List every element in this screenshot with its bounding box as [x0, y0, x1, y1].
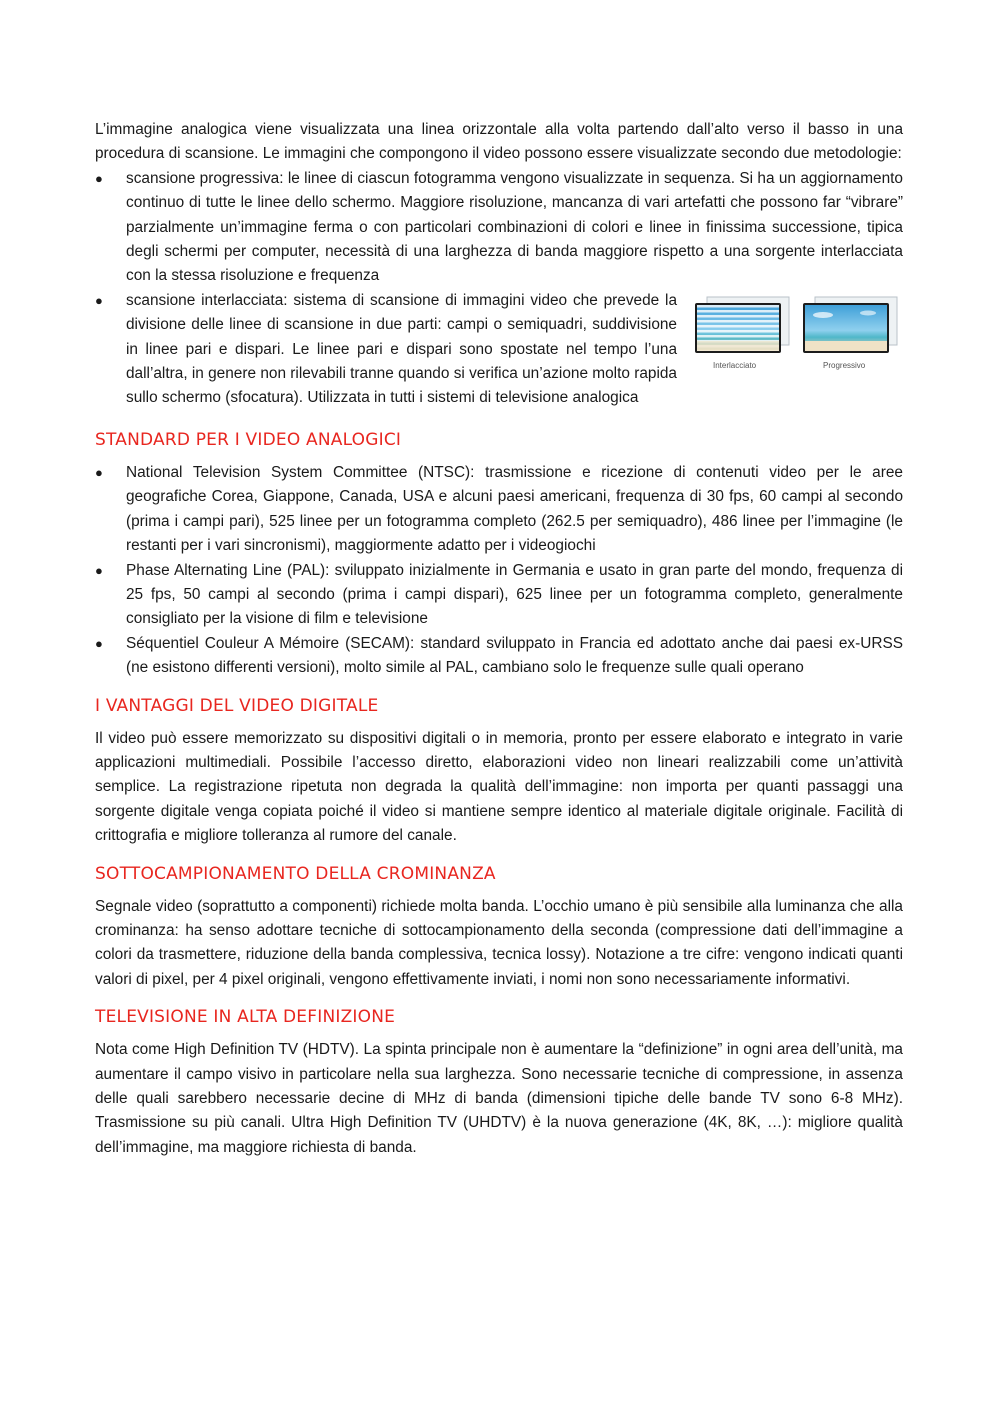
bullet-icon: ● [95, 635, 103, 651]
document-page [95, 118, 903, 1160]
bullet-icon: ● [95, 464, 103, 480]
bullet-icon: ● [95, 562, 103, 578]
cloud-shape [860, 310, 876, 315]
list-item-text: Séquentiel Couleur A Mémoire (SECAM): standard sviluppato in Francia ed adottato anche dai paesi ex-URSS (ne esistono differenti versioni), molto simile al PAL, cambiano solo le frequenze sulle quali operano [126, 634, 903, 677]
heading-chroma-subsampling: SOTTOCAMPIONAMENTO DELLA CROMINANZA [95, 863, 496, 884]
cloud-shape [813, 312, 833, 318]
list-item-text: National Television System Committee (NTSC): trasmissione e ricezione di contenuti video per le aree geografiche Corea, Giappone, Canada, USA e alcuni paesi americani, frequenza di 30 fps, 60 campi al secondo (prima i campi pari), 525 linee per un fotogramma completo (262.5 per semiquadro), 486 linee per l’immagine (le restanti per i vari sincronismi), maggiormente adatto per i videogiochi [126, 463, 903, 555]
list-item-secam [95, 632, 903, 681]
analog-standards-list [95, 461, 903, 681]
bullet-icon: ● [95, 170, 103, 186]
list-item-progressive [95, 167, 903, 289]
bullet-icon: ● [95, 292, 103, 308]
list-item-text: scansione interlacciata: sistema di scansione di immagini video che prevede la divisione delle linee di scansione in due parti: campi o semiquadri, suddivisione in linee pari e dispari. Le linee pari e dispari sono spostate nel tempo l’una dall’altra, in genere non rilevabili tranne quando si verifica un’azione molto rapida sullo schermo (sfocatura). Utilizzata in tutti i sistemi di televisione analogica [126, 291, 677, 407]
sand-shape [697, 341, 779, 351]
chroma-subsampling-paragraph: Segnale video (soprattutto a componenti) richiede molta banda. L’occhio umano è più sensibile alla luminanza che alla crominanza: ha senso adottare tecniche di sottocampionamento della seconda (compressione dati dell’immagine a colori da trasmettere, riduzione della banda complessiva, tecnica lossy). Notazione a tre cifre: vengono indicati quanti valori di pixel, per 4 pixel originali, vengono effettivamente inviati, i nomi non sono necessariamente informativi. [95, 897, 903, 988]
intro-paragraph: L’immagine analogica viene visualizzata una linea orizzontale alla volta partendo dall’alto verso il basso in una procedura di scansione. Le immagini che compongono il video possono essere visualizzate secondo due metodologie: [95, 121, 903, 163]
list-item-pal [95, 559, 903, 632]
scan-comparison-image [693, 295, 903, 373]
sand-shape [805, 341, 887, 351]
interlace-vs-progressive-figure [693, 295, 903, 373]
figure-label-interlaced: Interlacciato [713, 360, 757, 370]
figure-label-progressive: Progressivo [823, 360, 866, 370]
scan-method-list [95, 167, 903, 411]
list-item-interlaced [95, 289, 903, 411]
list-item-text: Phase Alternating Line (PAL): sviluppato inizialmente in Germania e usato in gran parte del mondo, frequenza di 25 fps, 50 campi al secondo (prima i campi dispari), 625 linee per un fotogramma completo, generalmente consigliato per la visione di film e televisione [126, 561, 903, 628]
heading-digital-advantages: I VANTAGGI DEL VIDEO DIGITALE [95, 695, 379, 716]
heading-analog-standards: STANDARD PER I VIDEO ANALOGICI [95, 429, 402, 450]
digital-advantages-paragraph: Il video può essere memorizzato su dispositivi digitali o in memoria, pronto per essere elaborato e integrato in varie applicazioni multimediali. Possibile l’accesso diretto, elaborazioni video non lineari realizzabili come un’attività semplice. La registrazione ripetuta non degrada la qualità dell’immagine: non importa per quanti passaggi una sorgente digitale venga copiata poiché il video si mantiene sempre identico al materiale digitale originale. Facilità di crittografia e migliore tolleranza al rumore del canale. [95, 729, 903, 845]
heading-hdtv: TELEVISIONE IN ALTA DEFINIZIONE [95, 1007, 396, 1028]
hdtv-paragraph: Nota come High Definition TV (HDTV). La spinta principale non è aumentare la “definizione” in ogni area dell’unità, ma aumentare il campo visivo in particolare nella sua larghezza. Sono necessarie tecniche di compressione, in assenza delle quali sarebbero necessarie decine di MHz di banda (dimensioni tipiche delle bande TV sono 6-8 MHz). Trasmissione su più canali. Ultra High Definition TV (UHDTV) è la nuova generazione (4K, 8K, …): migliore qualità dell’immagine, ma maggiore richiesta di banda. [95, 1041, 903, 1156]
list-item-text: scansione progressiva: le linee di ciascun fotogramma vengono visualizzate in sequenza. Si ha un aggiornamento continuo di tutte le linee dello schermo. Maggiore risoluzione, mancanza di vari artefatti che possono far “vibrare” parzialmente un’immagine ferma o con particolari combinazioni di colori e linee in finissima successione, tipica degli schermi per computer, necessità di una larghezza di banda maggiore rispetto a una sorgente interlacciata con la stessa risoluzione e frequenza [126, 169, 903, 285]
list-item-ntsc [95, 461, 903, 559]
